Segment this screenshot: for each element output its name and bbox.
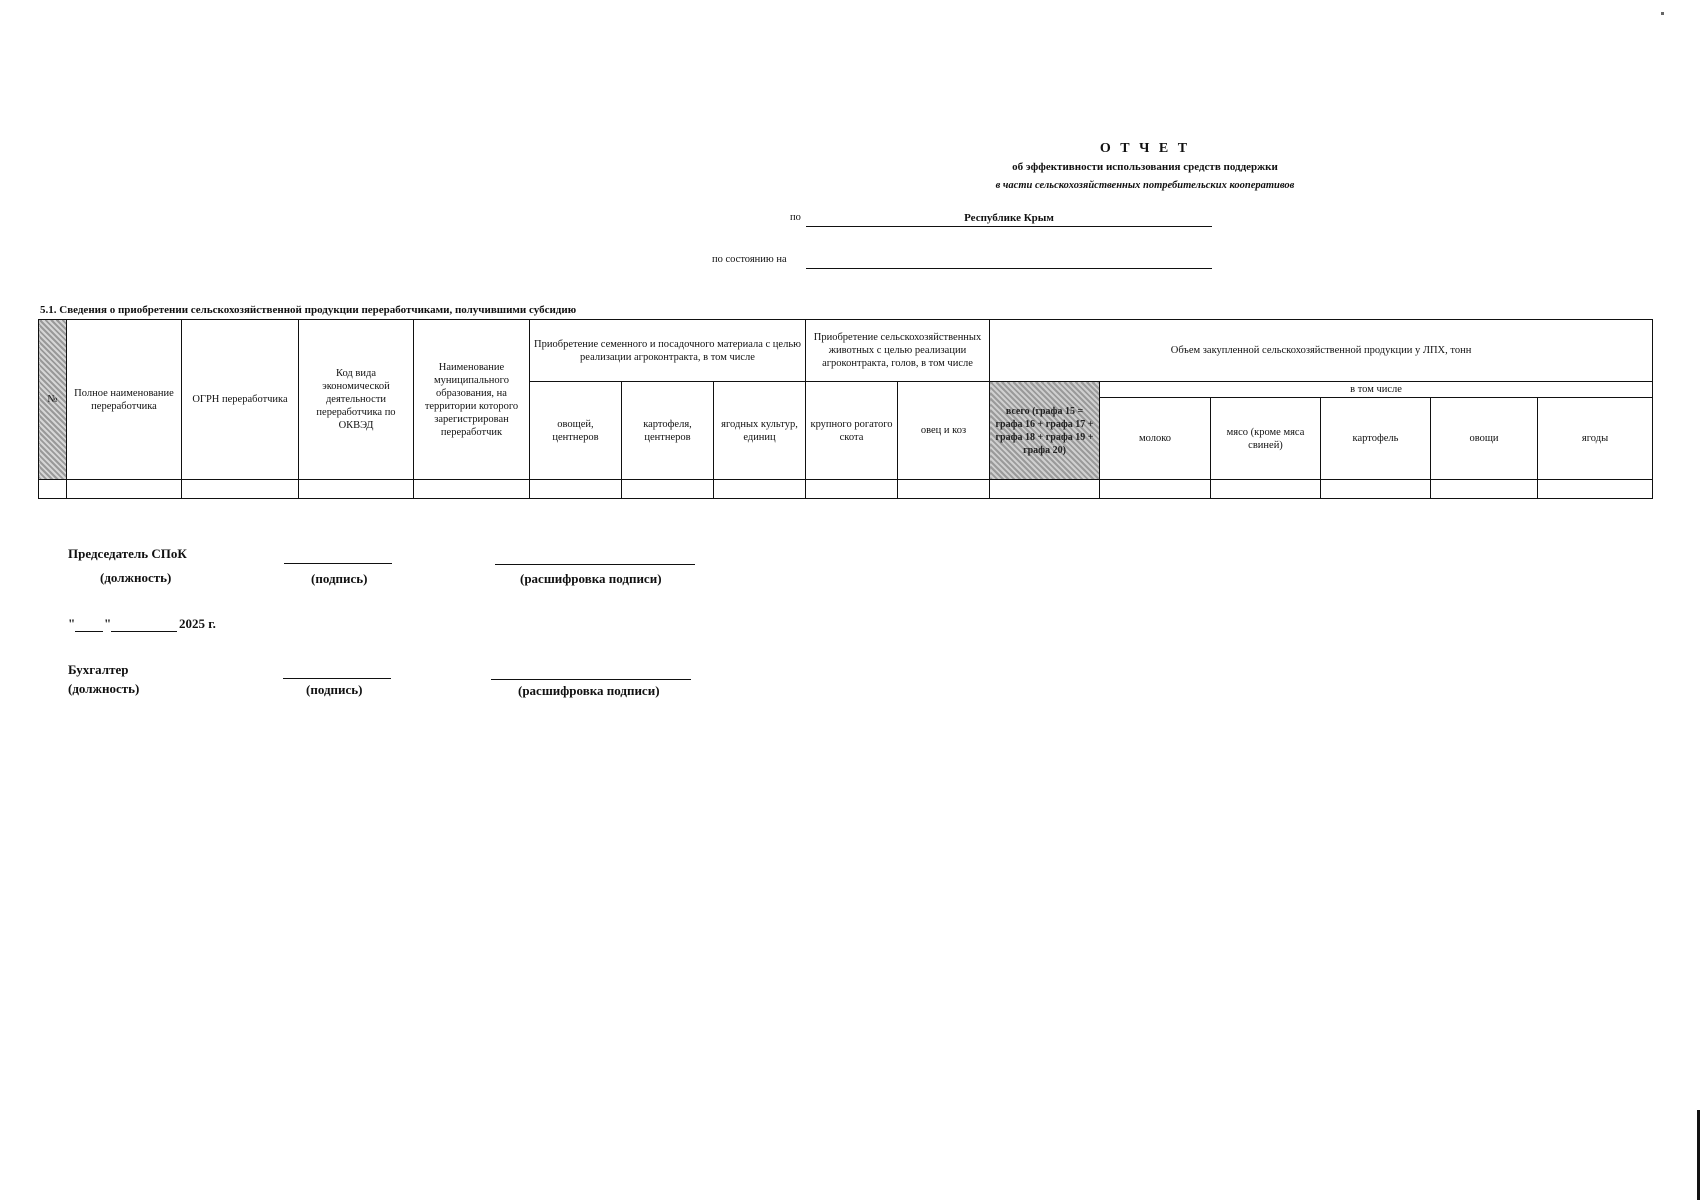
report-subtitle-2: в части сельскохозяйственных потребительских кооперативов bbox=[995, 180, 1295, 191]
col-name-header: Полное наименование переработчика bbox=[67, 320, 182, 480]
volume-including-header: в том числе bbox=[1100, 382, 1653, 398]
animals-cattle-header: крупного рогатого скота bbox=[806, 382, 898, 480]
date-quote-close: " bbox=[104, 616, 112, 631]
asof-field bbox=[806, 254, 1212, 269]
chairman-position-label: (должность) bbox=[100, 570, 172, 585]
accountant-decode-label: (расшифровка подписи) bbox=[518, 683, 660, 698]
scan-speck bbox=[1661, 12, 1664, 15]
col-municipality-header: Наименование муниципального образования, на территории которого зарегистрирован переработчик bbox=[414, 320, 530, 480]
table-cell[interactable] bbox=[530, 480, 622, 499]
table-cell[interactable] bbox=[990, 480, 1100, 499]
seed-vegetables-header: овощей, центнеров bbox=[530, 382, 622, 480]
region-label: по bbox=[790, 212, 801, 223]
chairman-decode-line[interactable] bbox=[495, 563, 695, 565]
table-cell[interactable] bbox=[622, 480, 714, 499]
group-animals-header: Приобретение сельскохозяйственных животных с целью реализации агроконтракта, голов, в том числе bbox=[806, 320, 990, 382]
report-subtitle: об эффективности использования средств поддержки bbox=[1012, 161, 1278, 173]
section-title: 5.1. Сведения о приобретении сельскохозяйственной продукции переработчиками, получившими субсидию bbox=[40, 304, 577, 316]
col-okved-header: Код вида экономической деятельности переработчика по ОКВЭД bbox=[299, 320, 414, 480]
accountant-title: Бухгалтер bbox=[68, 662, 129, 677]
seed-berries-header: ягодных культур, единиц bbox=[714, 382, 806, 480]
group-volume-header: Объем закупленной сельскохозяйственной продукции у ЛПХ, тонн bbox=[990, 320, 1653, 382]
chairman-decode-label: (расшифровка подписи) bbox=[520, 571, 662, 586]
report-table bbox=[38, 319, 1653, 499]
table-row bbox=[39, 480, 1653, 499]
table-cell[interactable] bbox=[1538, 480, 1653, 499]
chairman-signature-label: (подпись) bbox=[311, 571, 368, 586]
table-cell[interactable] bbox=[1100, 480, 1211, 499]
volume-total-header: всего (графа 15 = графа 16 + графа 17 + графа 18 + графа 19 + графа 20) bbox=[990, 382, 1100, 480]
accountant-decode-line[interactable] bbox=[491, 678, 691, 680]
table-cell[interactable] bbox=[39, 480, 67, 499]
accountant-signature-label: (подпись) bbox=[306, 682, 363, 697]
date-quote-open: " bbox=[68, 616, 76, 631]
accountant-signature-line[interactable] bbox=[283, 677, 391, 679]
table-cell[interactable] bbox=[714, 480, 806, 499]
animals-sheep-header: овец и коз bbox=[898, 382, 990, 480]
date-year: 2025 г. bbox=[179, 616, 216, 631]
table-cell[interactable] bbox=[806, 480, 898, 499]
vol-milk-header: молоко bbox=[1100, 398, 1211, 480]
table-cell[interactable] bbox=[898, 480, 990, 499]
vol-vegetables-header: овощи bbox=[1431, 398, 1538, 480]
report-title: О Т Ч Е Т bbox=[1099, 141, 1191, 156]
table-cell[interactable] bbox=[182, 480, 299, 499]
chairman-title: Председатель СПоК bbox=[68, 546, 187, 561]
accountant-position-label: (должность) bbox=[68, 681, 140, 696]
col-ogrn-header: ОГРН переработчика bbox=[182, 320, 299, 480]
table-cell[interactable] bbox=[414, 480, 530, 499]
table-cell[interactable] bbox=[1211, 480, 1321, 499]
table-cell[interactable] bbox=[1321, 480, 1431, 499]
table-cell[interactable] bbox=[1431, 480, 1538, 499]
vol-berries-header: ягоды bbox=[1538, 398, 1653, 480]
vol-meat-header: мясо (кроме мяса свиней) bbox=[1211, 398, 1321, 480]
seed-potato-header: картофеля, центнеров bbox=[622, 382, 714, 480]
table-cell[interactable] bbox=[67, 480, 182, 499]
date-day-line[interactable] bbox=[75, 630, 103, 632]
table-cell[interactable] bbox=[299, 480, 414, 499]
region-field: Республике Крым bbox=[806, 212, 1212, 227]
group-seed-header: Приобретение семенного и посадочного материала с целью реализации агроконтракта, в том числе bbox=[530, 320, 806, 382]
vol-potato-header: картофель bbox=[1321, 398, 1431, 480]
chairman-signature-line[interactable] bbox=[284, 562, 392, 564]
asof-label: по состоянию на bbox=[712, 254, 787, 265]
date-month-line[interactable] bbox=[111, 630, 177, 632]
col-number-header: № bbox=[39, 320, 67, 480]
